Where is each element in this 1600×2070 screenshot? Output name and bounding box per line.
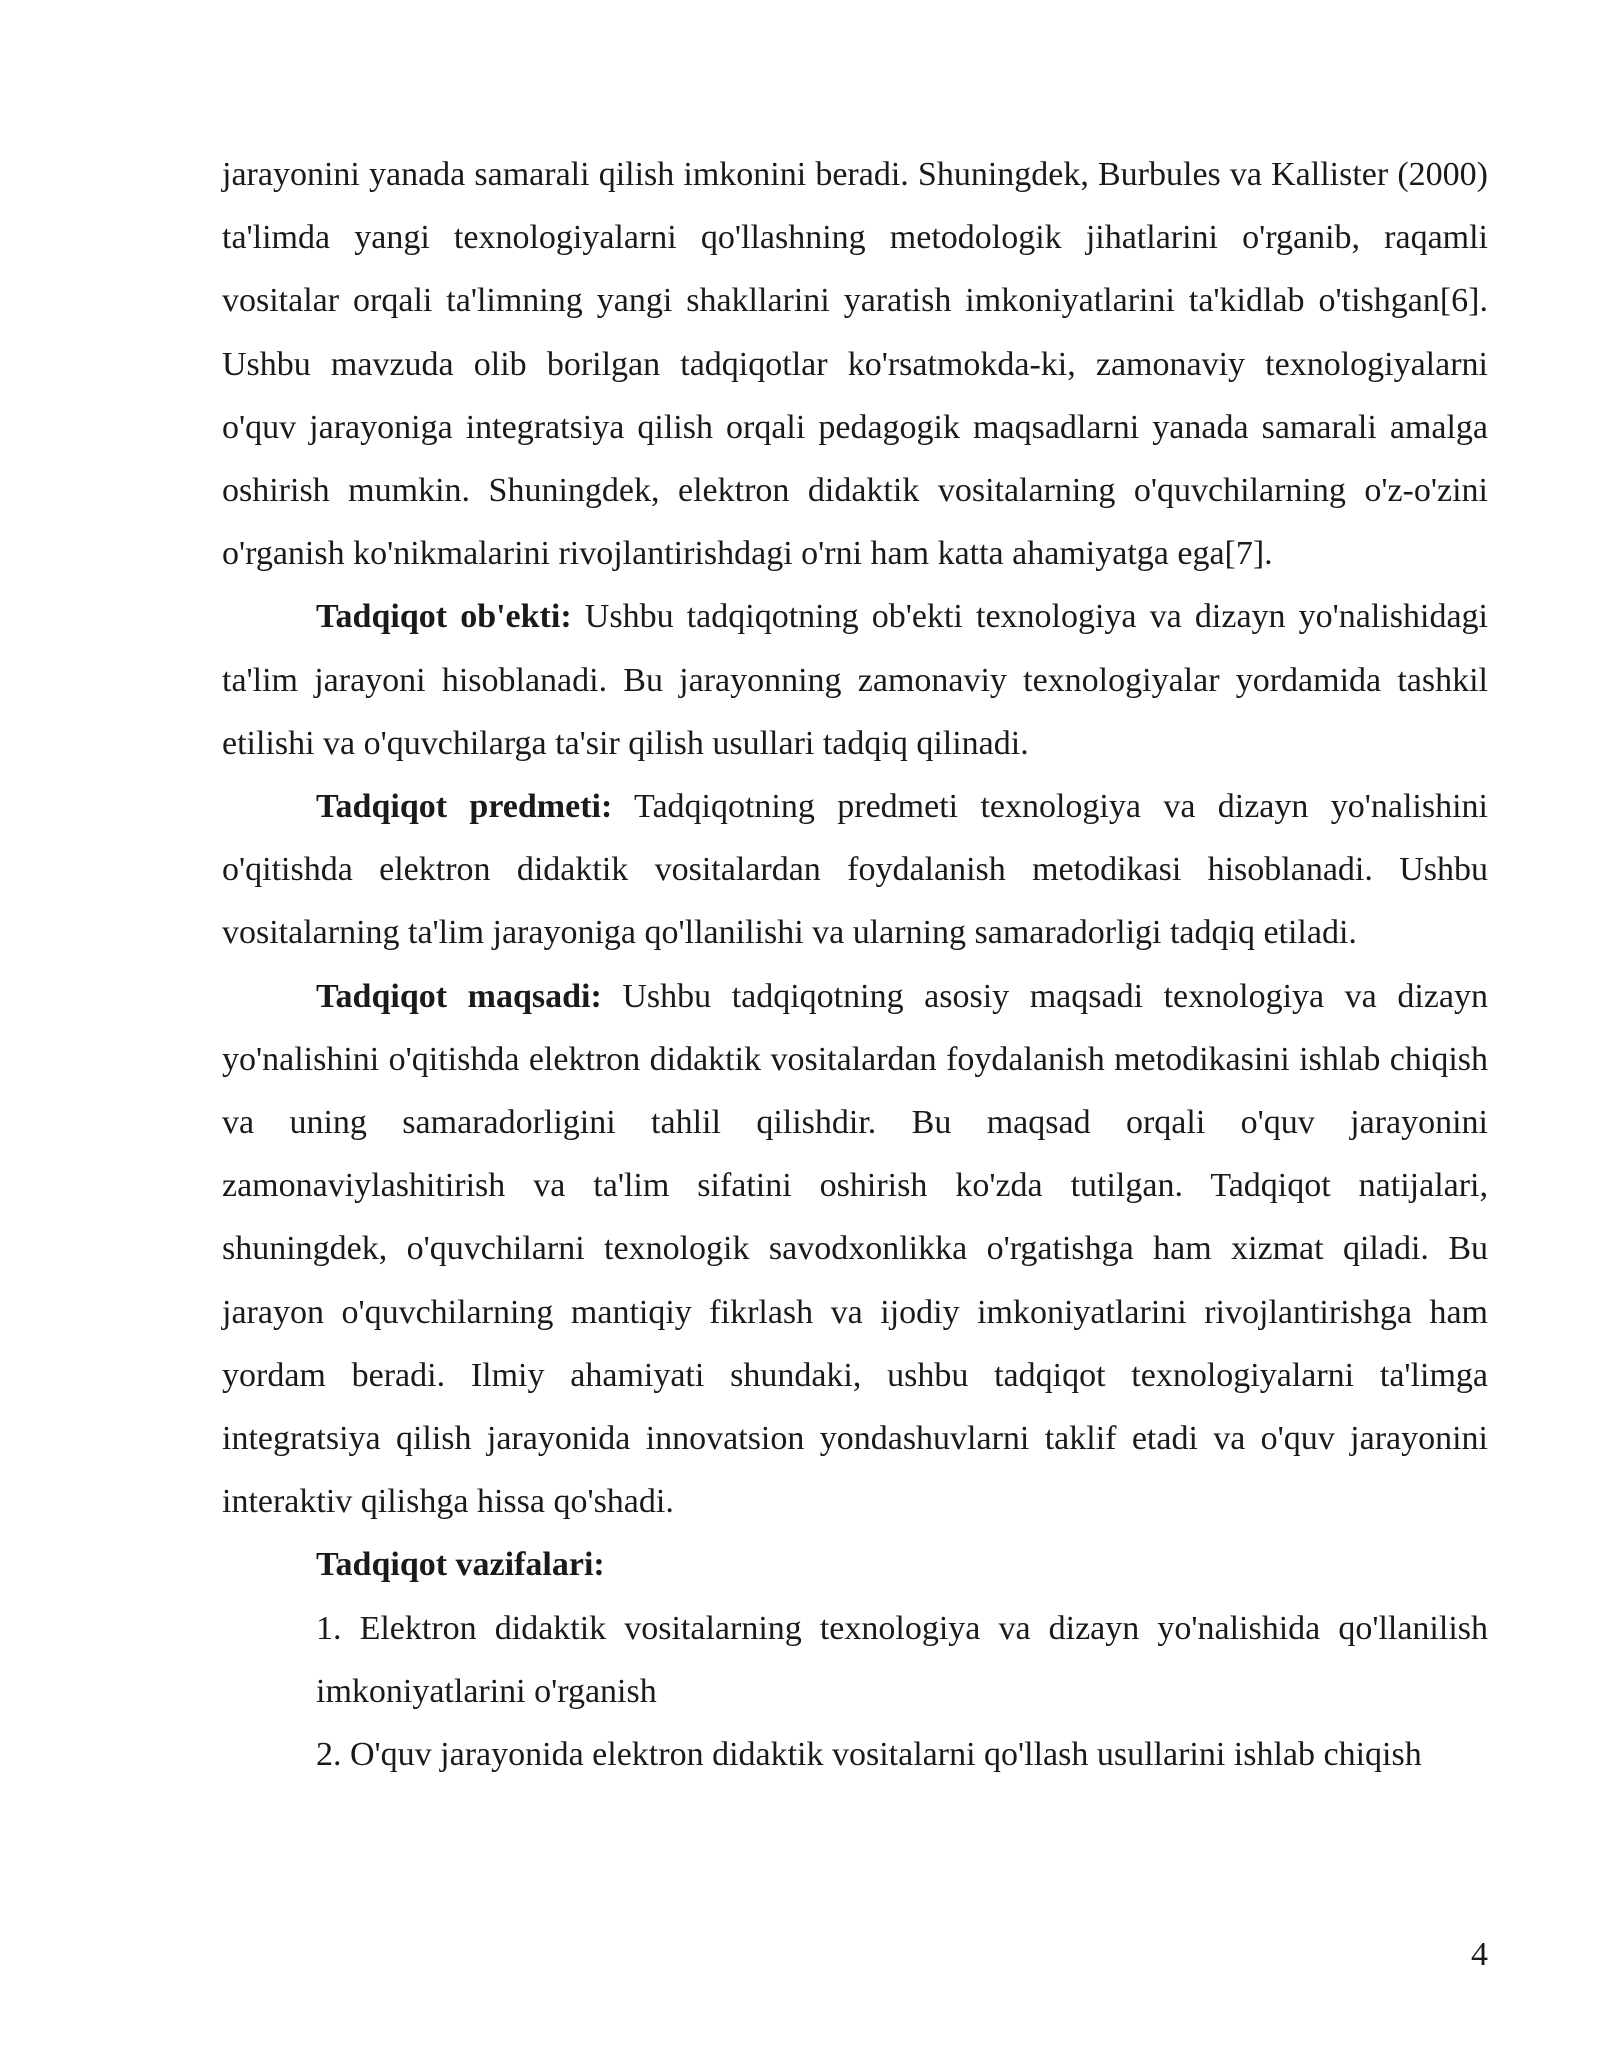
page-number: 4 xyxy=(1471,1936,1488,1973)
research-goal-label: Tadqiqot maqsadi: xyxy=(316,977,602,1015)
research-goal-text: Ushbu tadqiqotning asosiy maqsadi texnologiya va dizayn yo'nalishini o'qitishda elektron didaktik vositalardan foydalanish metodikasini ishlab chiqish va uning samaradorligini tahlil qilishdir. Bu maqsad orqali o'quv jarayonini zamonaviylashitirish va ta'lim sifatini oshirish ko'zda tutilgan. Tadqiqot natijalari, shuningdek, o'quvchilarni texnologik savodxonlikka o'rgatishga ham xizmat qiladi. Bu jarayon o'quvchilarning mantiqiy fikrlash va ijodiy imkoniyatlarini rivojlantirishga ham yordam beradi. Ilmiy ahamiyati shundaki, ushbu tadqiqot texnologiyalarni ta'limga integratsiya qilish jarayonida innovatsion yondashuvlarni taklif etadi va o'quv jarayonini interaktiv qilishga hissa qo'shadi. xyxy=(222,977,1488,1521)
task-item-1: 1. Elektron didaktik vositalarning texnologiya va dizayn yo'nalishida qo'llanilish imkoniyatlarini o'rganish xyxy=(316,1609,1488,1710)
research-object-label: Tadqiqot ob'ekti: xyxy=(316,598,572,636)
task-item-2: 2. O'quv jarayonida elektron didaktik vositalarni qo'llash usullarini ishlab chiqish xyxy=(316,1736,1422,1774)
research-object-paragraph xyxy=(222,585,1488,775)
research-subject-paragraph xyxy=(222,775,1488,965)
research-tasks-heading: Tadqiqot vazifalari: xyxy=(316,1546,605,1584)
research-tasks-heading-paragraph xyxy=(222,1533,1488,1596)
research-goal-paragraph xyxy=(222,965,1488,1534)
intro-paragraph: jarayonini yanada samarali qilish imkonini beradi. Shuningdek, Burbules va Kallister (2000) ta'limda yangi texnologiyalarni qo'llashning metodologik jihatlarini o'rganib, raqamli vositalar orqali ta'limning yangi shakllarini yaratish imkoniyatlarini ta'kidlab o'tishgan[6]. Ushbu mavzuda olib borilgan tadqiqotlar ko'rsatmokda-ki, zamonaviy texnologiyalarni o'quv jarayoniga integratsiya qilish orqali pedagogik maqsadlarni yanada samarali amalga oshirish mumkin. Shuningdek, elektron didaktik vositalarning o'quvchilarning o'z-o'zini o'rganish ko'nikmalarini rivojlantirishdagi o'rni ham katta ahamiyatga ega[7]. xyxy=(222,156,1488,573)
research-subject-label: Tadqiqot predmeti: xyxy=(316,788,613,826)
document-body xyxy=(222,143,1488,1786)
research-object-text: Ushbu tadqiqotning ob'ekti texnologiya va dizayn yo'nalishidagi ta'lim jarayoni hisoblanadi. Bu jarayonning zamonaviy texnologiyalar yordamida tashkil etilishi va o'quvchilarga ta'sir qilish usullari tadqiq qilinadi. xyxy=(222,598,1489,762)
research-subject-text: Tadqiqotning predmeti texnologiya va dizayn yo'nalishini o'qitishda elektron didaktik vositalardan foydalanish metodikasi hisoblanadi. Ushbu vositalarning ta'lim jarayoniga qo'llanilishi va ularning samaradorligi tadqiq etiladi. xyxy=(222,788,1488,952)
